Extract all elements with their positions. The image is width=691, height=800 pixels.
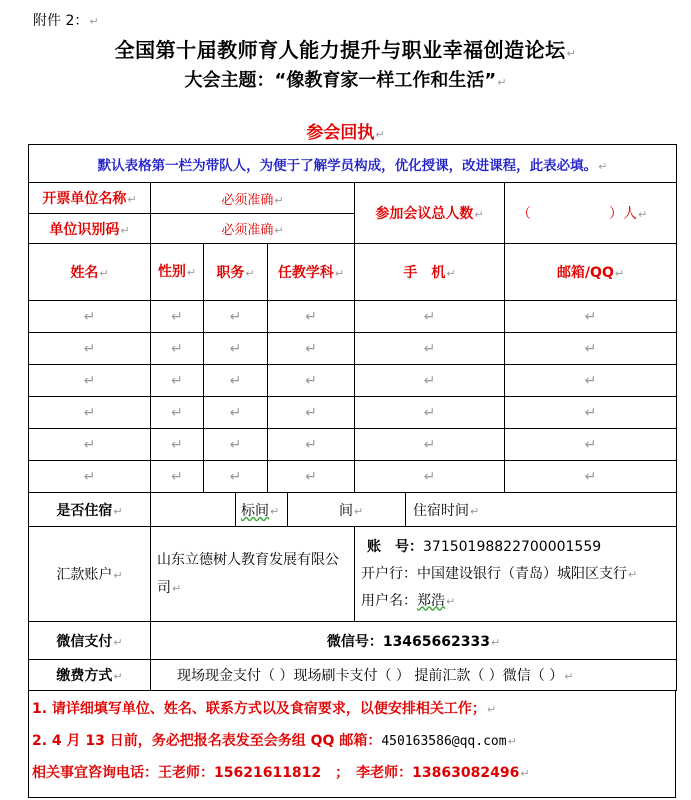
- lodging-row: [151, 493, 677, 527]
- phone-cell[interactable]: ↵: [355, 461, 505, 493]
- name-cell[interactable]: ↵: [29, 365, 151, 397]
- page-title: 全国第十届教师育人能力提升与职业幸福创造论坛↵: [114, 38, 577, 62]
- account-holder: 用户名：郑浩↵: [361, 592, 456, 609]
- room-type-field[interactable]: 标间↵: [241, 503, 280, 519]
- gender-cell[interactable]: ↵: [151, 333, 204, 365]
- remittance-label: 汇款账户↵: [29, 527, 151, 622]
- position-cell[interactable]: ↵: [204, 429, 268, 461]
- tax-id-field[interactable]: 必须准确↵: [151, 214, 355, 244]
- email-cell[interactable]: ↵: [505, 301, 677, 333]
- account-number: 账 号：371501988227000015​59: [367, 538, 602, 555]
- name-cell[interactable]: ↵: [29, 429, 151, 461]
- table-row: [29, 365, 677, 397]
- table-row: [29, 429, 677, 461]
- remittance-details: [355, 527, 677, 622]
- position-cell[interactable]: ↵: [204, 365, 268, 397]
- invoice-unit-field[interactable]: 必须准确↵: [151, 183, 355, 214]
- attendee-count-field[interactable]: （ ）人↵: [505, 183, 677, 244]
- tax-id-label: 单位识别码↵: [29, 214, 151, 244]
- phone-cell[interactable]: ↵: [355, 365, 505, 397]
- col-header-name: 姓名↵: [29, 244, 151, 301]
- notice-row: 默认表格第一栏为带队人，为便于了解学员构成，优化授课，改进课程，此表必填。↵: [29, 145, 677, 183]
- phone-cell[interactable]: ↵: [355, 429, 505, 461]
- subject-cell[interactable]: ↵: [268, 365, 355, 397]
- position-cell[interactable]: ↵: [204, 301, 268, 333]
- email-cell[interactable]: ↵: [505, 461, 677, 493]
- bank-name: 开户行：中国建设银行（青岛）城阳区支行↵: [361, 565, 638, 582]
- subject-cell[interactable]: ↵: [268, 333, 355, 365]
- payment-label: 缴费方式↵: [29, 660, 151, 691]
- email-cell[interactable]: ↵: [505, 333, 677, 365]
- col-header-position: 职务↵: [204, 244, 268, 301]
- gender-cell[interactable]: ↵: [151, 397, 204, 429]
- receipt-title: 参会回执↵: [306, 123, 385, 143]
- gender-cell[interactable]: ↵: [151, 365, 204, 397]
- table-row: [29, 301, 677, 333]
- position-cell[interactable]: ↵: [204, 333, 268, 365]
- table-row: [29, 333, 677, 365]
- stay-time-field[interactable]: 住宿时间↵: [413, 503, 480, 519]
- lodging-label: 是否住宿↵: [29, 493, 151, 527]
- subject-cell[interactable]: ↵: [268, 301, 355, 333]
- col-header-phone: 手 机↵: [355, 244, 505, 301]
- payment-options[interactable]: 现场现金支付（ ）现场刷卡支付（ ） 提前汇款（ ）微信（ ）↵: [151, 660, 677, 691]
- phone-cell[interactable]: ↵: [355, 397, 505, 429]
- name-cell[interactable]: ↵: [29, 461, 151, 493]
- subject-cell[interactable]: ↵: [268, 397, 355, 429]
- invoice-unit-label: 开票单位名称↵: [29, 183, 151, 214]
- gender-cell[interactable]: ↵: [151, 301, 204, 333]
- registration-form: [28, 144, 677, 691]
- note-2: 2. 4 月 13 日前，务必把报名表发至会务组 QQ 邮箱：450163586@qq.com↵: [32, 733, 517, 749]
- remittance-company: 山东立德树人教育发展有限公司↵: [151, 527, 355, 622]
- attachment-label: 附件 2：↵: [33, 13, 99, 29]
- table-row: [29, 461, 677, 493]
- col-header-gender: 性别↵: [151, 244, 204, 301]
- attendee-count-label: 参加会议总人数↵: [355, 183, 505, 244]
- phone-cell[interactable]: ↵: [355, 301, 505, 333]
- note-1: 1. 请详细填写单位、姓名、联系方式以及食宿要求，以便安排相关工作；↵: [32, 701, 497, 717]
- contact-info: 相关事宜咨询电话：王老师：15621611812 ； 李老师：13863082496↵: [32, 765, 530, 781]
- name-cell[interactable]: ↵: [29, 301, 151, 333]
- conference-theme: 大会主题：“像教育家一样工作和生活”↵: [184, 70, 507, 91]
- col-header-email: 邮箱/QQ↵: [505, 244, 677, 301]
- col-header-subject: 任教学科↵: [268, 244, 355, 301]
- position-cell[interactable]: ↵: [204, 397, 268, 429]
- name-cell[interactable]: ↵: [29, 333, 151, 365]
- gender-cell[interactable]: ↵: [151, 429, 204, 461]
- name-cell[interactable]: ↵: [29, 397, 151, 429]
- room-count-field[interactable]: 间↵: [339, 503, 364, 519]
- table-row: [29, 397, 677, 429]
- wechat-id: 微信号：13465662333↵: [151, 622, 677, 660]
- email-cell[interactable]: ↵: [505, 365, 677, 397]
- position-cell[interactable]: ↵: [204, 461, 268, 493]
- wechat-label: 微信支付↵: [29, 622, 151, 660]
- email-cell[interactable]: ↵: [505, 397, 677, 429]
- subject-cell[interactable]: ↵: [268, 461, 355, 493]
- email-cell[interactable]: ↵: [505, 429, 677, 461]
- phone-cell[interactable]: ↵: [355, 333, 505, 365]
- subject-cell[interactable]: ↵: [268, 429, 355, 461]
- gender-cell[interactable]: ↵: [151, 461, 204, 493]
